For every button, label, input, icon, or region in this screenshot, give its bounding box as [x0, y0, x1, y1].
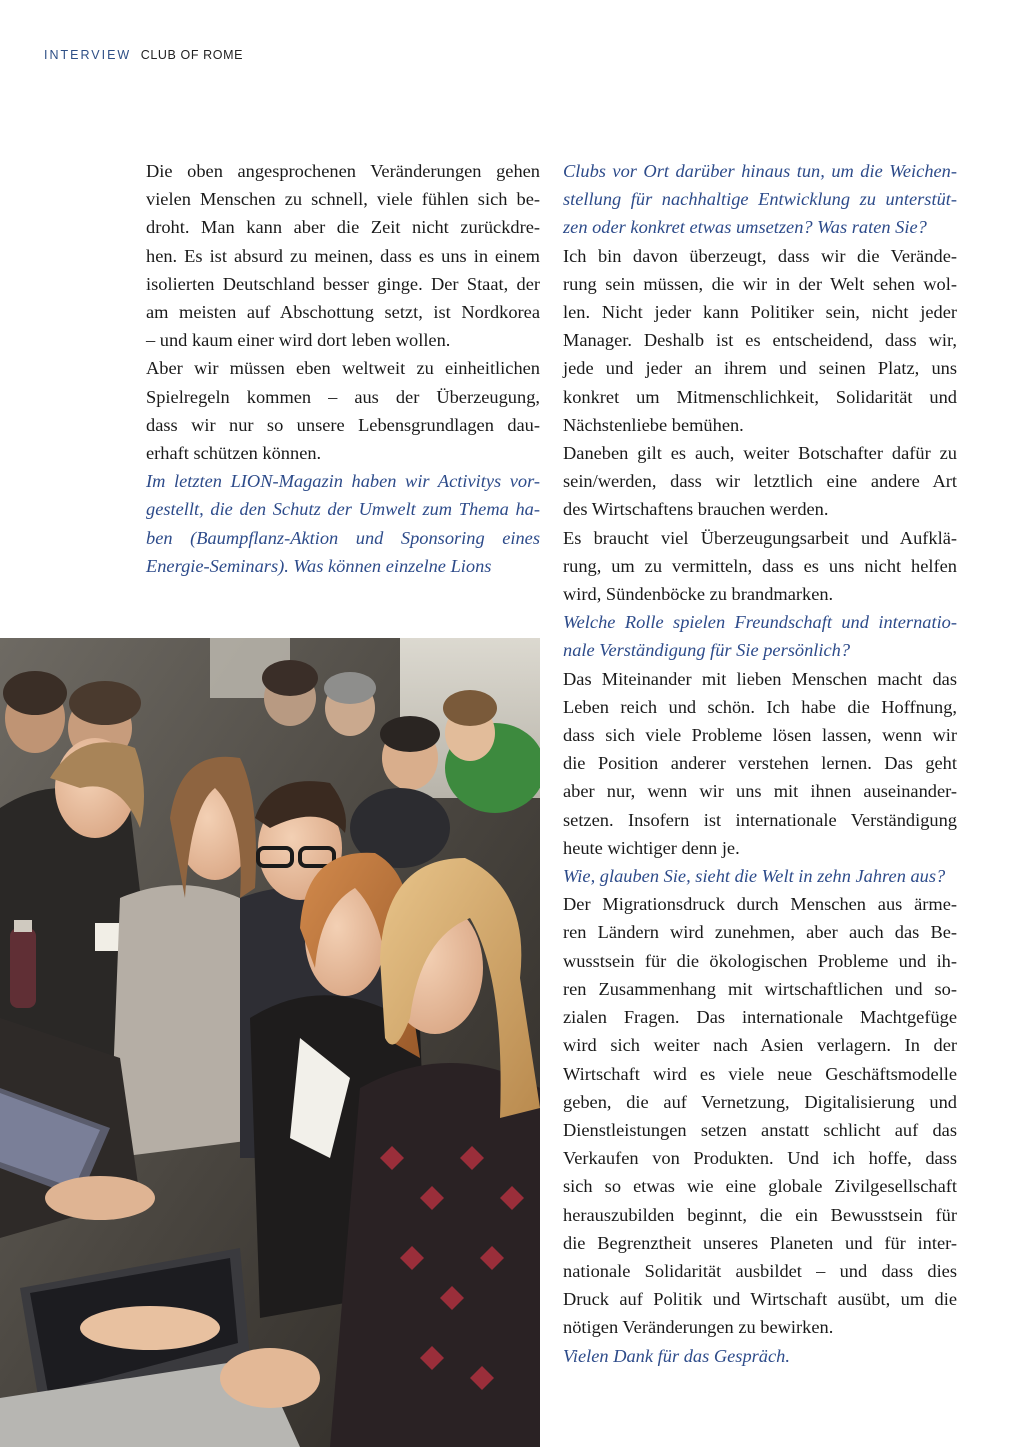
text-line: geben, die auf Vernetzung, Digitalisierung und: [563, 1091, 957, 1112]
text-line: jede und jeder an ihrem und seinen Platz, uns: [563, 358, 957, 379]
text-line: zen oder konkret etwas umsetzen? Was raten Sie?: [563, 217, 927, 238]
text-line: sein/werden, dass wir letztlich eine andere Art: [563, 471, 957, 492]
text-line: stellung für nachhaltige Entwicklung zu unterstüt-: [563, 189, 957, 210]
text-line: Es braucht viel Überzeugungsarbeit und Aufklä-: [563, 527, 957, 548]
text-line: vielen Menschen zu schnell, viele fühlen sich be-: [146, 189, 540, 210]
interview-answer: [563, 890, 957, 1341]
text-line: herauszubilden beginnt, die ein Bewusstsein für: [563, 1204, 957, 1225]
text-line: ren Zusammenhang mit wirtschaftlichen und so-: [563, 978, 957, 999]
text-line: nationale Solidarität ausbildet – und dass dies: [563, 1260, 957, 1281]
text-line: ben (Baumpflanz-Aktion und Sponsoring eines: [146, 527, 540, 548]
text-line: isolierten Deutschland besser ginge. Der Staat, der: [146, 273, 540, 294]
interview-answer: [146, 157, 540, 354]
text-line: Dienstleistungen setzen anstatt schlicht auf das: [563, 1119, 957, 1140]
interview-answer: [146, 354, 540, 467]
text-line: dass sich viele Probleme lösen lassen, wenn wir: [563, 725, 957, 746]
text-line: die Position anderer verstehen lernen. Das geht: [563, 753, 957, 774]
text-line: wusstsein für die ökologischen Probleme und ih-: [563, 950, 957, 971]
text-column-right: [563, 157, 957, 1370]
page-header: [44, 47, 243, 63]
interview-answer: [563, 665, 957, 862]
text-line: ren Ländern wird zunehmen, aber auch das Be-: [563, 922, 957, 943]
text-line: Der Migrationsdruck durch Menschen aus ärme-: [563, 894, 957, 915]
text-line: Das Miteinander mit lieben Menschen macht das: [563, 668, 957, 689]
text-line: erhaft schützen können.: [146, 443, 322, 464]
text-line: nale Verständigung für Sie persönlich?: [563, 640, 851, 661]
audience-photo-illustration: [0, 638, 540, 1447]
text-line: am meisten auf Abschottung setzt, ist Nordkorea: [146, 302, 540, 323]
interview-question: [563, 1342, 957, 1370]
text-line: zialen Fragen. Das internationale Machtgefüge: [563, 1007, 957, 1028]
text-line: droht. Man kann aber die Zeit nicht zurückdre-: [146, 217, 540, 238]
text-line: Welche Rolle spielen Freundschaft und internatio-: [563, 612, 957, 633]
interview-question: [563, 862, 957, 890]
text-line: hen. Es ist absurd zu meinen, dass es uns in einem: [146, 245, 540, 266]
text-line: Clubs vor Ort darüber hinaus tun, um die Weichen-: [563, 161, 957, 181]
text-line: wird, Sündenböcke zu brandmarken.: [563, 584, 834, 605]
text-line: Daneben gilt es auch, weiter Botschafter dafür zu: [563, 443, 957, 464]
text-line: – und kaum einer wird dort leben wollen.: [146, 330, 451, 351]
text-line: Verkaufen von Produkten. Und ich hoffe, dass: [563, 1148, 957, 1169]
text-line: Leben reich und schön. Ich habe die Hoffnung,: [563, 696, 957, 717]
text-line: setzen. Insofern ist internationale Verständigung: [563, 809, 957, 830]
text-line: Druck auf Politik und Wirtschaft ausübt, um die: [563, 1289, 957, 1310]
interview-question: [563, 608, 957, 664]
audience-photo: [0, 638, 540, 1447]
text-line: Wirtschaft wird es viele neue Geschäftsmodelle: [563, 1063, 957, 1084]
interview-answer: [563, 439, 957, 524]
text-line: des Wirtschaftens brauchen werden.: [563, 499, 829, 520]
text-line: Vielen Dank für das Gespräch.: [563, 1345, 790, 1366]
text-line: Spielregeln kommen – aus der Überzeugung,: [146, 386, 540, 407]
text-line: sich so etwas wie eine globale Zivilgesellschaft: [563, 1176, 957, 1197]
text-column-left: [146, 157, 540, 580]
text-line: konkret um Mitmenschlichkeit, Solidarität und: [563, 386, 957, 407]
text-line: rung sein müssen, die wir in der Welt sehen wol-: [563, 273, 957, 294]
text-line: wird sich weiter nach Asien verlagern. In der: [563, 1035, 957, 1056]
text-line: heute wichtiger denn je.: [563, 837, 740, 858]
interview-question: [563, 157, 957, 242]
text-line: Wie, glauben Sie, sieht die Welt in zehn Jahren aus?: [563, 866, 946, 887]
text-line: nötigen Veränderungen zu bewirken.: [563, 1317, 834, 1338]
text-line: aber nur, wenn wir uns mit ihnen auseinander-: [563, 781, 957, 802]
text-line: len. Nicht jeder kann Politiker sein, nicht jeder: [563, 302, 957, 323]
topic-label: CLUB OF ROME: [140, 48, 244, 62]
text-line: rung, um zu vermitteln, dass es uns nicht helfen: [563, 555, 957, 576]
text-line: gestellt, die den Schutz der Umwelt zum Thema ha-: [146, 499, 540, 520]
interview-answer: [563, 242, 957, 439]
text-line: Die oben angesprochenen Veränderungen gehen: [146, 161, 540, 181]
text-line: Aber wir müssen eben weltweit zu einheitlichen: [146, 358, 540, 379]
text-line: Ich bin davon überzeugt, dass wir die Verände-: [563, 245, 957, 266]
text-line: dass wir nur so unsere Lebensgrundlagen dau-: [146, 414, 540, 435]
section-label: INTERVIEW: [44, 48, 132, 62]
text-line: die Begrenztheit unseres Planeten und für inter-: [563, 1232, 957, 1253]
interview-question: [146, 467, 540, 580]
text-line: Nächstenliebe bemühen.: [563, 414, 744, 435]
text-line: Energie-Seminars). Was können einzelne Lions: [146, 555, 492, 576]
text-line: Manager. Deshalb ist es entscheidend, dass wir,: [563, 330, 957, 351]
interview-answer: [563, 524, 957, 609]
text-line: Im letzten LION-Magazin haben wir Activitys vor-: [146, 471, 540, 492]
